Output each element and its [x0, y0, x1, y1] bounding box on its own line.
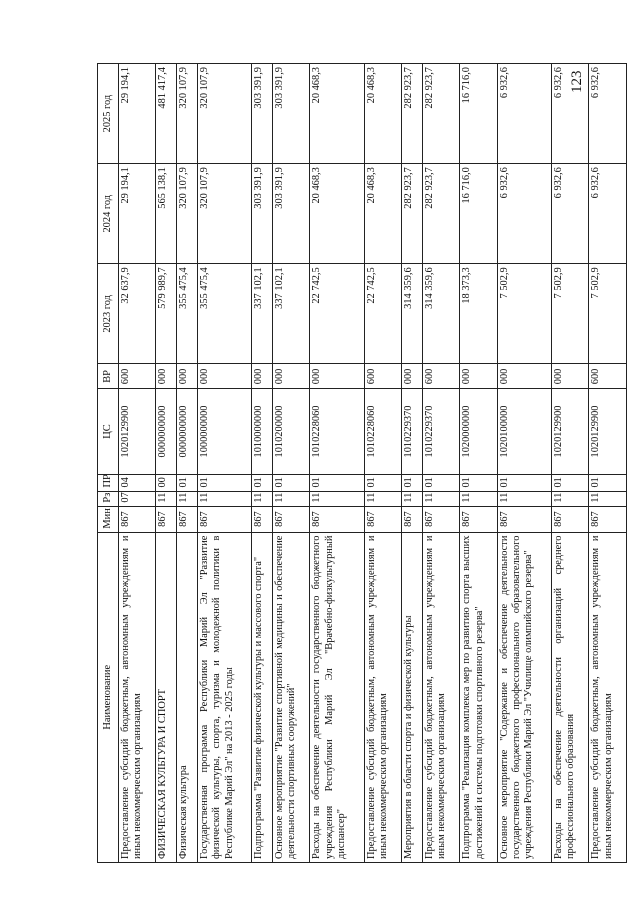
cell-pr: 01: [252, 474, 273, 491]
cell-cs: 1010200000: [272, 389, 309, 474]
cell-2023: 579 989,7: [156, 264, 177, 364]
cell-2025: 481 417,4: [156, 64, 177, 164]
cell-vr: 000: [460, 364, 497, 389]
cell-vr: 000: [310, 364, 364, 389]
cell-2023: 22 742,5: [310, 264, 364, 364]
cell-vr: 000: [497, 364, 551, 389]
cell-name: Предоставление субсидий бюджетным, автономным учреждениям и иным некоммерческим организациям: [364, 532, 401, 862]
cell-2025: 282 923,7: [402, 64, 423, 164]
table-row: [252, 64, 273, 863]
cell-min: 867: [272, 506, 309, 532]
cell-min: 867: [497, 506, 551, 532]
column-header-2023: 2023 год: [98, 264, 119, 364]
table-row: [497, 64, 551, 863]
cell-min: 867: [198, 506, 252, 532]
table-row: [364, 64, 401, 863]
cell-pr: 01: [198, 474, 252, 491]
cell-rz: 11: [310, 491, 364, 506]
cell-2024: 6 932,6: [497, 164, 551, 264]
cell-cs: 1020100000: [497, 389, 551, 474]
cell-pr: 01: [272, 474, 309, 491]
cell-min: 867: [177, 506, 198, 532]
column-header-2025: 2025 год: [98, 64, 119, 164]
cell-rz: 11: [364, 491, 401, 506]
cell-cs: 1000000000: [198, 389, 252, 474]
column-header-pr: ПР: [98, 474, 119, 491]
cell-vr: 000: [252, 364, 273, 389]
table-row: [460, 64, 497, 863]
cell-name: Мероприятия в области спорта и физической культуры: [402, 532, 423, 862]
column-header-rz: Рз: [98, 491, 119, 506]
rotated-page: [97, 63, 627, 863]
cell-name: Основное мероприятие "Развитие спортивной медицины и обеспечение деятельности спортивных сооружений": [272, 532, 309, 862]
cell-rz: 07: [119, 491, 156, 506]
cell-2023: 355 475,4: [198, 264, 252, 364]
cell-vr: 000: [198, 364, 252, 389]
table-row: [551, 64, 588, 863]
cell-2023: 18 373,3: [460, 264, 497, 364]
cell-2024: 29 194,1: [119, 164, 156, 264]
cell-cs: 1020000000: [460, 389, 497, 474]
cell-2024: 16 716,0: [460, 164, 497, 264]
cell-2025: 6 932,6: [497, 64, 551, 164]
cell-pr: 01: [402, 474, 423, 491]
cell-rz: 11: [551, 491, 588, 506]
cell-name: Физическая культура: [177, 532, 198, 862]
cell-vr: 600: [364, 364, 401, 389]
header-row: [98, 64, 119, 863]
cell-pr: 01: [589, 474, 627, 491]
cell-2024: 565 138,1: [156, 164, 177, 264]
cell-min: 867: [460, 506, 497, 532]
cell-2025: 29 194,1: [119, 64, 156, 164]
table-row: [198, 64, 252, 863]
cell-rz: 11: [198, 491, 252, 506]
cell-2023: 337 102,1: [252, 264, 273, 364]
cell-cs: 0000000000: [177, 389, 198, 474]
table-row: [177, 64, 198, 863]
cell-pr: 04: [119, 474, 156, 491]
cell-pr: 01: [422, 474, 459, 491]
column-header-name: Наименование: [98, 532, 119, 862]
cell-2023: 7 502,9: [497, 264, 551, 364]
cell-name: ФИЗИЧЕСКАЯ КУЛЬТУРА И СПОРТ: [156, 532, 177, 862]
cell-min: 867: [156, 506, 177, 532]
cell-cs: 1020129900: [119, 389, 156, 474]
cell-2024: 20 468,3: [310, 164, 364, 264]
cell-2024: 6 932,6: [551, 164, 588, 264]
cell-rz: 11: [252, 491, 273, 506]
cell-vr: 000: [156, 364, 177, 389]
cell-2023: 314 359,6: [422, 264, 459, 364]
cell-vr: 000: [551, 364, 588, 389]
cell-pr: 01: [364, 474, 401, 491]
cell-2025: 20 468,3: [310, 64, 364, 164]
cell-name: Государственная программа Республики Марий Эл "Развитие физической культуры, спорта, туризма и молодежной политики в Республике Марий Эл" на 2013 - 2025 годы: [198, 532, 252, 862]
cell-name: Подпрограмма "Развитие физической культуры и массового спорта": [252, 532, 273, 862]
cell-rz: 11: [497, 491, 551, 506]
cell-name: Подпрограмма "Реализация комплекса мер по развитию спорта высших достижений и системы подготовки спортивного резерва": [460, 532, 497, 862]
cell-vr: 600: [422, 364, 459, 389]
cell-2025: 303 391,9: [272, 64, 309, 164]
cell-vr: 600: [119, 364, 156, 389]
cell-cs: 1010000000: [252, 389, 273, 474]
cell-pr: 01: [460, 474, 497, 491]
cell-2023: 7 502,9: [551, 264, 588, 364]
cell-min: 867: [119, 506, 156, 532]
cell-name: Предоставление субсидий бюджетным, автономным учреждениям и иным некоммерческим организациям: [119, 532, 156, 862]
table-row: [422, 64, 459, 863]
cell-cs: 1020129900: [589, 389, 627, 474]
cell-2023: 7 502,9: [589, 264, 627, 364]
cell-rz: 11: [589, 491, 627, 506]
table-row: [272, 64, 309, 863]
cell-2024: 303 391,9: [252, 164, 273, 264]
cell-name: Расходы на обеспечение деятельности государственного бюджетного учреждения Республики Марий Эл "Врачебно-физкультурный диспансер": [310, 532, 364, 862]
table-row: [119, 64, 156, 863]
cell-min: 867: [364, 506, 401, 532]
cell-rz: 11: [177, 491, 198, 506]
budget-table: [97, 63, 627, 863]
cell-min: 867: [589, 506, 627, 532]
cell-cs: 1010228060: [310, 389, 364, 474]
cell-min: 867: [422, 506, 459, 532]
cell-rz: 11: [460, 491, 497, 506]
table-row: [156, 64, 177, 863]
cell-min: 867: [252, 506, 273, 532]
cell-vr: 600: [589, 364, 627, 389]
cell-cs: 0000000000: [156, 389, 177, 474]
cell-pr: 00: [156, 474, 177, 491]
cell-2025: 16 716,0: [460, 64, 497, 164]
cell-2025: 320 107,9: [198, 64, 252, 164]
cell-pr: 01: [177, 474, 198, 491]
cell-vr: 000: [272, 364, 309, 389]
cell-2024: 282 923,7: [402, 164, 423, 264]
cell-name: Предоставление субсидий бюджетным, автономным учреждениям и иным некоммерческим организациям: [589, 532, 627, 862]
table-row: [589, 64, 627, 863]
cell-min: 867: [551, 506, 588, 532]
page-number: 123: [569, 70, 585, 94]
table-body: [119, 64, 627, 863]
cell-rz: 11: [272, 491, 309, 506]
table-row: [310, 64, 364, 863]
cell-2024: 6 932,6: [589, 164, 627, 264]
table-row: [402, 64, 423, 863]
cell-rz: 11: [402, 491, 423, 506]
cell-2024: 20 468,3: [364, 164, 401, 264]
cell-2025: 282 923,7: [422, 64, 459, 164]
cell-2025: 6 932,6: [589, 64, 627, 164]
cell-name: Предоставление субсидий бюджетным, автономным учреждениям и иным некоммерческим организациям: [422, 532, 459, 862]
column-header-vr: ВР: [98, 364, 119, 389]
cell-2025: 320 107,9: [177, 64, 198, 164]
column-header-2024: 2024 год: [98, 164, 119, 264]
cell-min: 867: [402, 506, 423, 532]
cell-rz: 11: [156, 491, 177, 506]
cell-vr: 000: [177, 364, 198, 389]
column-header-cs: ЦС: [98, 389, 119, 474]
cell-2024: 282 923,7: [422, 164, 459, 264]
cell-2023: 355 475,4: [177, 264, 198, 364]
cell-2024: 320 107,9: [177, 164, 198, 264]
cell-cs: 1010228060: [364, 389, 401, 474]
cell-2023: 337 102,1: [272, 264, 309, 364]
cell-pr: 01: [310, 474, 364, 491]
cell-2025: 20 468,3: [364, 64, 401, 164]
cell-min: 867: [310, 506, 364, 532]
cell-pr: 01: [497, 474, 551, 491]
cell-pr: 01: [551, 474, 588, 491]
cell-2025: 303 391,9: [252, 64, 273, 164]
cell-cs: 1010229370: [422, 389, 459, 474]
cell-cs: 1010229370: [402, 389, 423, 474]
cell-cs: 1020129900: [551, 389, 588, 474]
cell-vr: 000: [402, 364, 423, 389]
cell-2025: 6 932,6: [551, 64, 588, 164]
cell-2024: 303 391,9: [272, 164, 309, 264]
cell-rz: 11: [422, 491, 459, 506]
cell-2023: 314 359,6: [402, 264, 423, 364]
cell-2023: 32 637,9: [119, 264, 156, 364]
table-header: [98, 64, 119, 863]
cell-2023: 22 742,5: [364, 264, 401, 364]
cell-2024: 320 107,9: [198, 164, 252, 264]
column-header-min: Мин: [98, 506, 119, 532]
cell-name: Основное мероприятие "Содержание и обеспечение деятельности государственного бюджетного профессионального образовательного учреждения Республики Марий Эл "Училище олимпийского резерва": [497, 532, 551, 862]
cell-name: Расходы на обеспечение деятельности организаций среднего профессионального образования: [551, 532, 588, 862]
